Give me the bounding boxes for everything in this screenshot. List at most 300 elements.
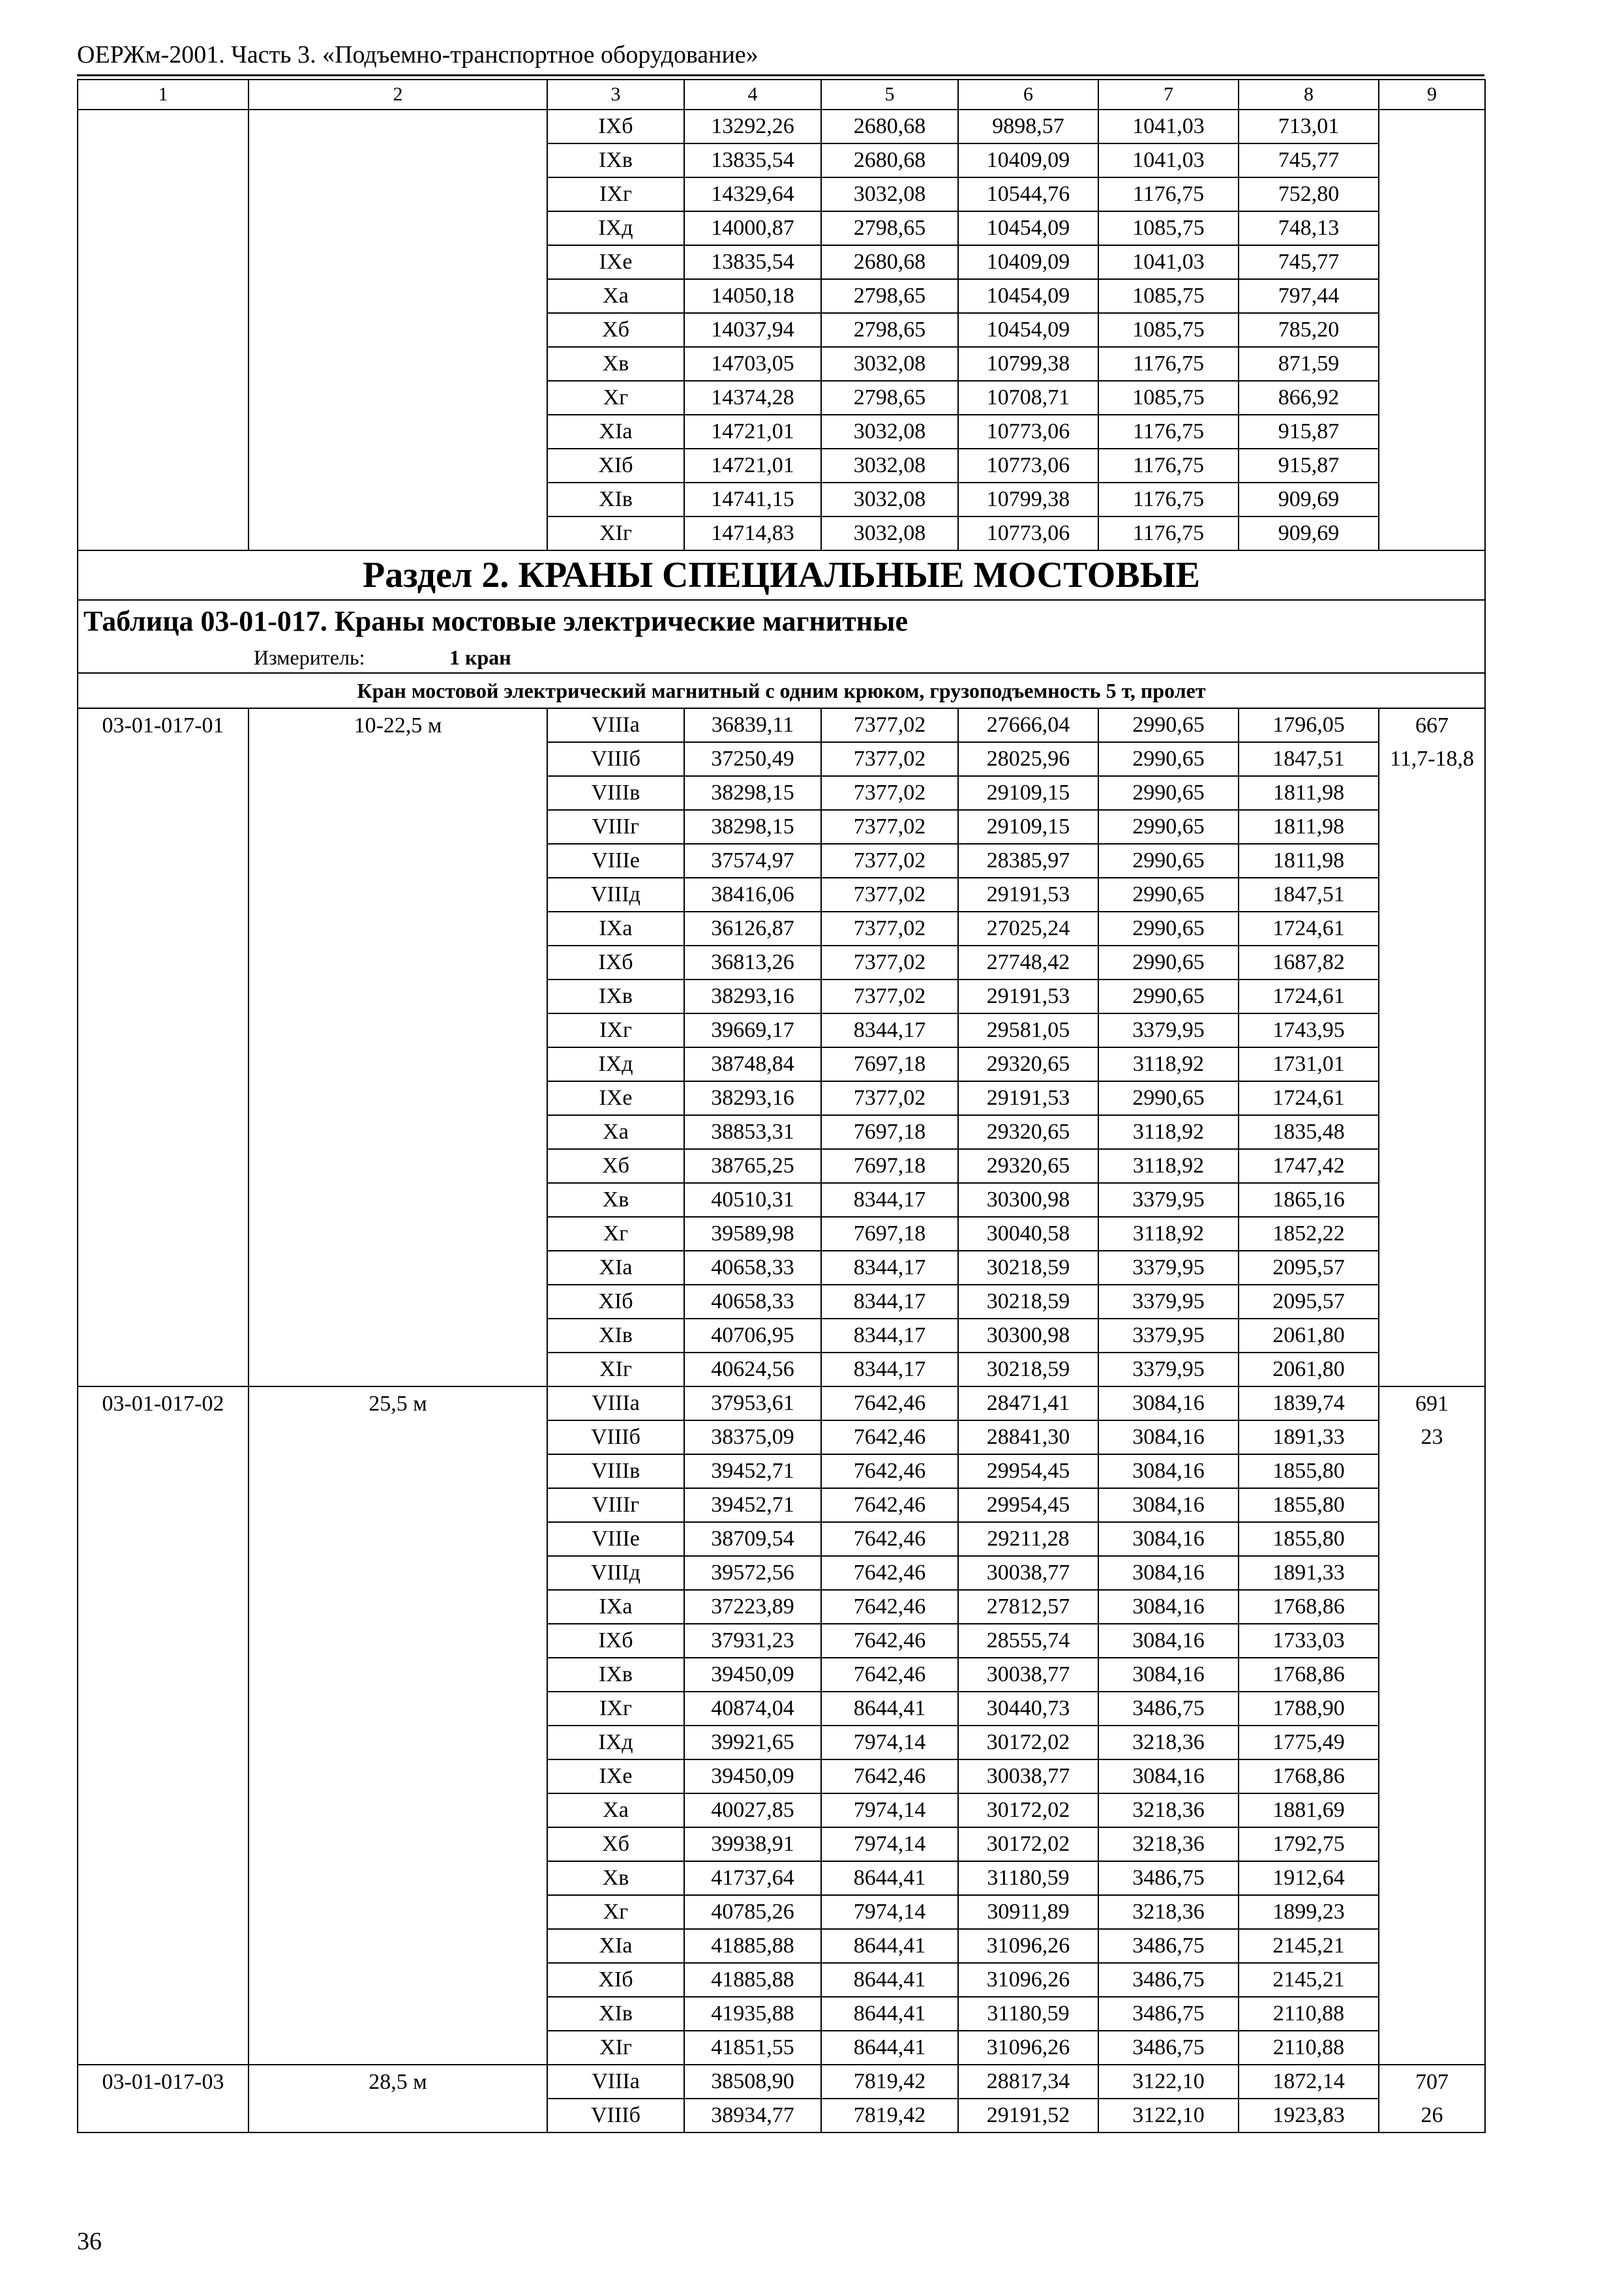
code-cell-empty (78, 1624, 248, 1658)
value-cell: 1899,23 (1239, 1895, 1379, 1929)
name-cell-empty (248, 1183, 547, 1217)
value-cell: 3122,10 (1098, 2099, 1239, 2132)
name-cell-empty (248, 1488, 547, 1522)
table-row (78, 1319, 1485, 1353)
extra-cell-empty (1379, 878, 1485, 912)
name-cell-empty (248, 1047, 547, 1081)
value-cell: 40706,95 (684, 1319, 821, 1353)
value-cell: 30038,77 (958, 1556, 1098, 1590)
value-cell: 31180,59 (958, 1861, 1098, 1895)
code-cell-empty (78, 844, 248, 878)
value-cell: 7697,18 (821, 1217, 958, 1251)
value-cell: 13292,26 (684, 110, 821, 143)
value-cell: 7819,42 (821, 2065, 958, 2099)
value-cell: 29320,65 (958, 1149, 1098, 1183)
value-cell: 10799,38 (958, 347, 1098, 381)
column-number: 7 (1098, 80, 1239, 110)
code-cell-empty (78, 1115, 248, 1149)
value-cell: 2680,68 (821, 143, 958, 177)
column-number-row (78, 80, 1485, 110)
value-cell: 3118,92 (1098, 1149, 1239, 1183)
name-cell-empty (248, 844, 547, 878)
extra-cell-empty (1379, 1217, 1485, 1251)
value-cell: 38293,16 (684, 1081, 821, 1115)
extra-cell-empty (1379, 1827, 1485, 1861)
extra-cell-empty (1379, 2031, 1485, 2065)
extra-cell-empty (1379, 1556, 1485, 1590)
code-cell-empty (78, 1658, 248, 1692)
value-cell: 7377,02 (821, 878, 958, 912)
extra-cell-empty (1379, 1183, 1485, 1217)
value-cell: 1811,98 (1239, 776, 1379, 810)
value-cell: 28555,74 (958, 1624, 1098, 1658)
value-cell: 14000,87 (684, 211, 821, 245)
value-cell: 7974,14 (821, 1793, 958, 1827)
extra-cell: 707 (1379, 2065, 1485, 2099)
value-cell: 39589,98 (684, 1217, 821, 1251)
class-cell: IXв (547, 1658, 684, 1692)
extra-cell (1379, 279, 1485, 313)
value-cell: 8644,41 (821, 1861, 958, 1895)
value-cell: 41885,88 (684, 1929, 821, 1963)
value-cell: 8344,17 (821, 1353, 958, 1386)
section-title: Раздел 2. КРАНЫ СПЕЦИАЛЬНЫЕ МОСТОВЫЕ (78, 550, 1485, 600)
value-cell: 10708,71 (958, 381, 1098, 415)
value-cell: 748,13 (1239, 211, 1379, 245)
extra-cell-empty (1379, 1319, 1485, 1353)
extra-cell-empty (1379, 1726, 1485, 1759)
value-cell: 1041,03 (1098, 143, 1239, 177)
value-cell: 27748,42 (958, 946, 1098, 980)
table-row (78, 110, 1485, 143)
value-cell: 7974,14 (821, 1726, 958, 1759)
value-cell: 30172,02 (958, 1793, 1098, 1827)
code-cell (78, 483, 248, 516)
class-cell: XIа (547, 1251, 684, 1285)
value-cell: 14703,05 (684, 347, 821, 381)
value-cell: 2990,65 (1098, 946, 1239, 980)
value-cell: 3084,16 (1098, 1454, 1239, 1488)
class-cell: IXг (547, 1692, 684, 1726)
value-cell: 1085,75 (1098, 381, 1239, 415)
class-cell: IXд (547, 1047, 684, 1081)
value-cell: 1775,49 (1239, 1726, 1379, 1759)
class-cell: Xб (547, 313, 684, 347)
value-cell: 7642,46 (821, 1454, 958, 1488)
value-cell: 39452,71 (684, 1488, 821, 1522)
extra-cell-empty (1379, 1353, 1485, 1386)
value-cell: 915,87 (1239, 449, 1379, 483)
class-cell: VIIIг (547, 810, 684, 844)
value-cell: 8344,17 (821, 1319, 958, 1353)
class-cell: Xг (547, 1217, 684, 1251)
name-cell-empty (248, 1963, 547, 1997)
value-cell: 3084,16 (1098, 1556, 1239, 1590)
value-cell: 37931,23 (684, 1624, 821, 1658)
value-cell: 38293,16 (684, 980, 821, 1013)
code-cell-empty (78, 1319, 248, 1353)
value-cell: 1891,33 (1239, 1420, 1379, 1454)
value-cell: 3084,16 (1098, 1658, 1239, 1692)
value-cell: 7642,46 (821, 1386, 958, 1420)
code-cell-empty (78, 776, 248, 810)
code-cell-empty (78, 1420, 248, 1454)
code-cell (78, 313, 248, 347)
code-cell-empty (78, 1522, 248, 1556)
name-cell (248, 483, 547, 516)
value-cell: 40658,33 (684, 1251, 821, 1285)
class-cell: XIв (547, 1997, 684, 2031)
class-cell: XIа (547, 415, 684, 449)
extra-cell: 691 (1379, 1386, 1485, 1420)
value-cell: 38765,25 (684, 1149, 821, 1183)
value-cell: 2145,21 (1239, 1929, 1379, 1963)
name-cell-empty (248, 1251, 547, 1285)
value-cell: 29109,15 (958, 810, 1098, 844)
value-cell: 2990,65 (1098, 878, 1239, 912)
value-cell: 7377,02 (821, 810, 958, 844)
value-cell: 2145,21 (1239, 1963, 1379, 1997)
extra-cell (1379, 381, 1485, 415)
class-cell: XIв (547, 1319, 684, 1353)
value-cell: 1176,75 (1098, 449, 1239, 483)
class-cell: Xа (547, 1115, 684, 1149)
value-cell: 2798,65 (821, 279, 958, 313)
value-cell: 8344,17 (821, 1013, 958, 1047)
name-cell-empty (248, 1624, 547, 1658)
name-cell-empty (248, 1895, 547, 1929)
extra-cell-empty (1379, 1149, 1485, 1183)
value-cell: 38416,06 (684, 878, 821, 912)
value-cell: 39452,71 (684, 1454, 821, 1488)
value-cell: 3218,36 (1098, 1793, 1239, 1827)
value-cell: 1768,86 (1239, 1658, 1379, 1692)
class-cell: Xв (547, 1183, 684, 1217)
value-cell: 3486,75 (1098, 1963, 1239, 1997)
value-cell: 36839,11 (684, 708, 821, 742)
table-row (78, 2065, 1485, 2099)
value-cell: 3379,95 (1098, 1285, 1239, 1319)
value-cell: 871,59 (1239, 347, 1379, 381)
table-row (78, 1454, 1485, 1488)
value-cell: 2095,57 (1239, 1251, 1379, 1285)
value-cell: 7642,46 (821, 1590, 958, 1624)
value-cell: 7697,18 (821, 1149, 958, 1183)
value-cell: 14741,15 (684, 483, 821, 516)
value-cell: 909,69 (1239, 483, 1379, 516)
value-cell: 30172,02 (958, 1827, 1098, 1861)
table-row (78, 1013, 1485, 1047)
class-cell: XIб (547, 449, 684, 483)
value-cell: 7642,46 (821, 1556, 958, 1590)
value-cell: 1855,80 (1239, 1454, 1379, 1488)
value-cell: 3118,92 (1098, 1047, 1239, 1081)
name-cell-empty (248, 1420, 547, 1454)
extra-cell-empty (1379, 1081, 1485, 1115)
name-cell: 10-22,5 м (248, 708, 547, 742)
extra-cell-empty (1379, 1759, 1485, 1793)
value-cell: 10773,06 (958, 415, 1098, 449)
name-cell-empty (248, 1793, 547, 1827)
value-cell: 2990,65 (1098, 810, 1239, 844)
extra-cell-empty (1379, 1454, 1485, 1488)
value-cell: 2798,65 (821, 313, 958, 347)
extra-cell-empty (1379, 1929, 1485, 1963)
value-cell: 7974,14 (821, 1827, 958, 1861)
class-cell: VIIIв (547, 1454, 684, 1488)
value-cell: 37223,89 (684, 1590, 821, 1624)
class-cell: IXе (547, 1759, 684, 1793)
class-cell: Xг (547, 381, 684, 415)
value-cell: 30911,89 (958, 1895, 1098, 1929)
value-cell: 1731,01 (1239, 1047, 1379, 1081)
value-cell: 37953,61 (684, 1386, 821, 1420)
class-cell: IXг (547, 1013, 684, 1047)
value-cell: 7642,46 (821, 1522, 958, 1556)
value-cell: 31096,26 (958, 1963, 1098, 1997)
table-row (78, 1624, 1485, 1658)
code-cell-empty (78, 1217, 248, 1251)
class-cell: VIIIа (547, 1386, 684, 1420)
table-row (78, 912, 1485, 946)
value-cell: 10454,09 (958, 279, 1098, 313)
code-cell-empty (78, 1861, 248, 1895)
class-cell: VIIIд (547, 878, 684, 912)
value-cell: 10409,09 (958, 245, 1098, 279)
extra-cell-empty (1379, 1285, 1485, 1319)
name-cell (248, 313, 547, 347)
extra-cell-empty (1379, 1793, 1485, 1827)
code-cell-empty (78, 1759, 248, 1793)
name-cell (248, 143, 547, 177)
value-cell: 3486,75 (1098, 1692, 1239, 1726)
value-cell: 3032,08 (821, 177, 958, 211)
value-cell: 1041,03 (1098, 110, 1239, 143)
value-cell: 1881,69 (1239, 1793, 1379, 1827)
name-cell (248, 211, 547, 245)
table-row (78, 1658, 1485, 1692)
extra-cell: 23 (1379, 1420, 1485, 1454)
column-number: 5 (821, 80, 958, 110)
name-cell-empty (248, 1149, 547, 1183)
table-row (78, 742, 1485, 776)
value-cell: 8644,41 (821, 1963, 958, 1997)
value-cell: 29320,65 (958, 1047, 1098, 1081)
value-cell: 30038,77 (958, 1658, 1098, 1692)
table-row (78, 1522, 1485, 1556)
value-cell: 1855,80 (1239, 1522, 1379, 1556)
value-cell: 1176,75 (1098, 177, 1239, 211)
table-row (78, 1556, 1485, 1590)
value-cell: 3486,75 (1098, 1929, 1239, 1963)
value-cell: 2061,80 (1239, 1319, 1379, 1353)
table-row (78, 1488, 1485, 1522)
value-cell: 1852,22 (1239, 1217, 1379, 1251)
value-cell: 3084,16 (1098, 1590, 1239, 1624)
value-cell: 29211,28 (958, 1522, 1098, 1556)
value-cell: 1176,75 (1098, 483, 1239, 516)
name-cell-empty (248, 2031, 547, 2065)
value-cell: 7377,02 (821, 1081, 958, 1115)
class-cell: XIг (547, 2031, 684, 2065)
code-cell-empty (78, 1353, 248, 1386)
value-cell: 14721,01 (684, 415, 821, 449)
value-cell: 3218,36 (1098, 1895, 1239, 1929)
value-cell: 29109,15 (958, 776, 1098, 810)
table-row (78, 1217, 1485, 1251)
column-number: 6 (958, 80, 1098, 110)
extra-cell-empty (1379, 1692, 1485, 1726)
name-cell (248, 177, 547, 211)
value-cell: 1724,61 (1239, 1081, 1379, 1115)
class-cell: VIIIа (547, 2065, 684, 2099)
value-cell: 40624,56 (684, 1353, 821, 1386)
name-cell (248, 279, 547, 313)
value-cell: 10454,09 (958, 211, 1098, 245)
extra-cell-empty (1379, 1047, 1485, 1081)
code-cell (78, 211, 248, 245)
table-row (78, 1963, 1485, 1997)
value-cell: 1743,95 (1239, 1013, 1379, 1047)
value-cell: 29581,05 (958, 1013, 1098, 1047)
value-cell: 3032,08 (821, 347, 958, 381)
value-cell: 29954,45 (958, 1454, 1098, 1488)
value-cell: 10773,06 (958, 449, 1098, 483)
value-cell: 2990,65 (1098, 912, 1239, 946)
value-cell: 8644,41 (821, 1997, 958, 2031)
value-cell: 1733,03 (1239, 1624, 1379, 1658)
value-cell: 7642,46 (821, 1420, 958, 1454)
value-cell: 1847,51 (1239, 742, 1379, 776)
extra-cell-empty (1379, 1997, 1485, 2031)
name-cell (248, 449, 547, 483)
extra-cell-empty (1379, 1861, 1485, 1895)
value-cell: 36126,87 (684, 912, 821, 946)
value-cell: 10799,38 (958, 483, 1098, 516)
value-cell: 7819,42 (821, 2099, 958, 2132)
value-cell: 1865,16 (1239, 1183, 1379, 1217)
table-row (78, 1590, 1485, 1624)
value-cell: 27812,57 (958, 1590, 1098, 1624)
code-cell-empty (78, 1488, 248, 1522)
value-cell: 1847,51 (1239, 878, 1379, 912)
value-cell: 1747,42 (1239, 1149, 1379, 1183)
value-cell: 38508,90 (684, 2065, 821, 2099)
table-row (78, 245, 1485, 279)
extra-cell-empty (1379, 776, 1485, 810)
code-cell (78, 381, 248, 415)
value-cell: 1687,82 (1239, 946, 1379, 980)
code-cell-empty (78, 810, 248, 844)
value-cell: 1176,75 (1098, 347, 1239, 381)
code-cell-empty (78, 742, 248, 776)
class-cell: XIг (547, 1353, 684, 1386)
value-cell: 1839,74 (1239, 1386, 1379, 1420)
table-row (78, 810, 1485, 844)
name-cell: 28,5 м (248, 2065, 547, 2099)
table-row (78, 1793, 1485, 1827)
code-cell: 03-01-017-02 (78, 1386, 248, 1420)
value-cell: 2990,65 (1098, 708, 1239, 742)
extra-cell: 667 (1379, 708, 1485, 742)
value-cell: 1891,33 (1239, 1556, 1379, 1590)
value-cell: 37250,49 (684, 742, 821, 776)
extra-cell-empty (1379, 980, 1485, 1013)
table-row (78, 2099, 1485, 2132)
code-cell (78, 516, 248, 550)
table-row (78, 279, 1485, 313)
code-cell-empty (78, 1251, 248, 1285)
value-cell: 2680,68 (821, 245, 958, 279)
value-cell: 29191,52 (958, 2099, 1098, 2132)
class-cell: VIIIд (547, 1556, 684, 1590)
name-cell (248, 381, 547, 415)
value-cell: 7642,46 (821, 1488, 958, 1522)
value-cell: 7377,02 (821, 980, 958, 1013)
class-cell: IXа (547, 912, 684, 946)
class-cell: IXе (547, 245, 684, 279)
table-row (78, 1183, 1485, 1217)
class-cell: IXе (547, 1081, 684, 1115)
header-rule (77, 74, 1484, 76)
name-cell-empty (248, 1929, 547, 1963)
value-cell: 28471,41 (958, 1386, 1098, 1420)
table-row (78, 1692, 1485, 1726)
extra-cell-empty (1379, 1115, 1485, 1149)
value-cell: 3122,10 (1098, 2065, 1239, 2099)
value-cell: 7377,02 (821, 742, 958, 776)
value-cell: 1835,48 (1239, 1115, 1379, 1149)
code-cell-empty (78, 1183, 248, 1217)
table-row (78, 1997, 1485, 2031)
value-cell: 7697,18 (821, 1047, 958, 1081)
value-cell: 31180,59 (958, 1997, 1098, 2031)
name-cell (248, 516, 547, 550)
value-cell: 14329,64 (684, 177, 821, 211)
name-cell-empty (248, 776, 547, 810)
name-cell-empty (248, 1454, 547, 1488)
value-cell: 713,01 (1239, 110, 1379, 143)
value-cell: 38375,09 (684, 1420, 821, 1454)
value-cell: 3084,16 (1098, 1624, 1239, 1658)
value-cell: 745,77 (1239, 143, 1379, 177)
value-cell: 29954,45 (958, 1488, 1098, 1522)
value-cell: 7642,46 (821, 1624, 958, 1658)
value-cell: 3379,95 (1098, 1183, 1239, 1217)
value-cell: 3218,36 (1098, 1827, 1239, 1861)
value-cell: 8344,17 (821, 1285, 958, 1319)
extra-cell-empty (1379, 1624, 1485, 1658)
table-row (78, 1420, 1485, 1454)
extra-cell (1379, 313, 1485, 347)
value-cell: 3379,95 (1098, 1251, 1239, 1285)
code-cell-empty (78, 1454, 248, 1488)
class-cell: VIIIе (547, 1522, 684, 1556)
class-cell: VIIIб (547, 1420, 684, 1454)
value-cell: 30218,59 (958, 1353, 1098, 1386)
code-cell: 03-01-017-03 (78, 2065, 248, 2099)
value-cell: 39450,09 (684, 1658, 821, 1692)
value-cell: 40658,33 (684, 1285, 821, 1319)
value-cell: 3118,92 (1098, 1115, 1239, 1149)
description-row (78, 673, 1485, 708)
class-cell: XIг (547, 516, 684, 550)
column-number: 4 (684, 80, 821, 110)
value-cell: 39572,56 (684, 1556, 821, 1590)
value-cell: 2110,88 (1239, 1997, 1379, 2031)
value-cell: 41851,55 (684, 2031, 821, 2065)
code-cell-empty (78, 1895, 248, 1929)
